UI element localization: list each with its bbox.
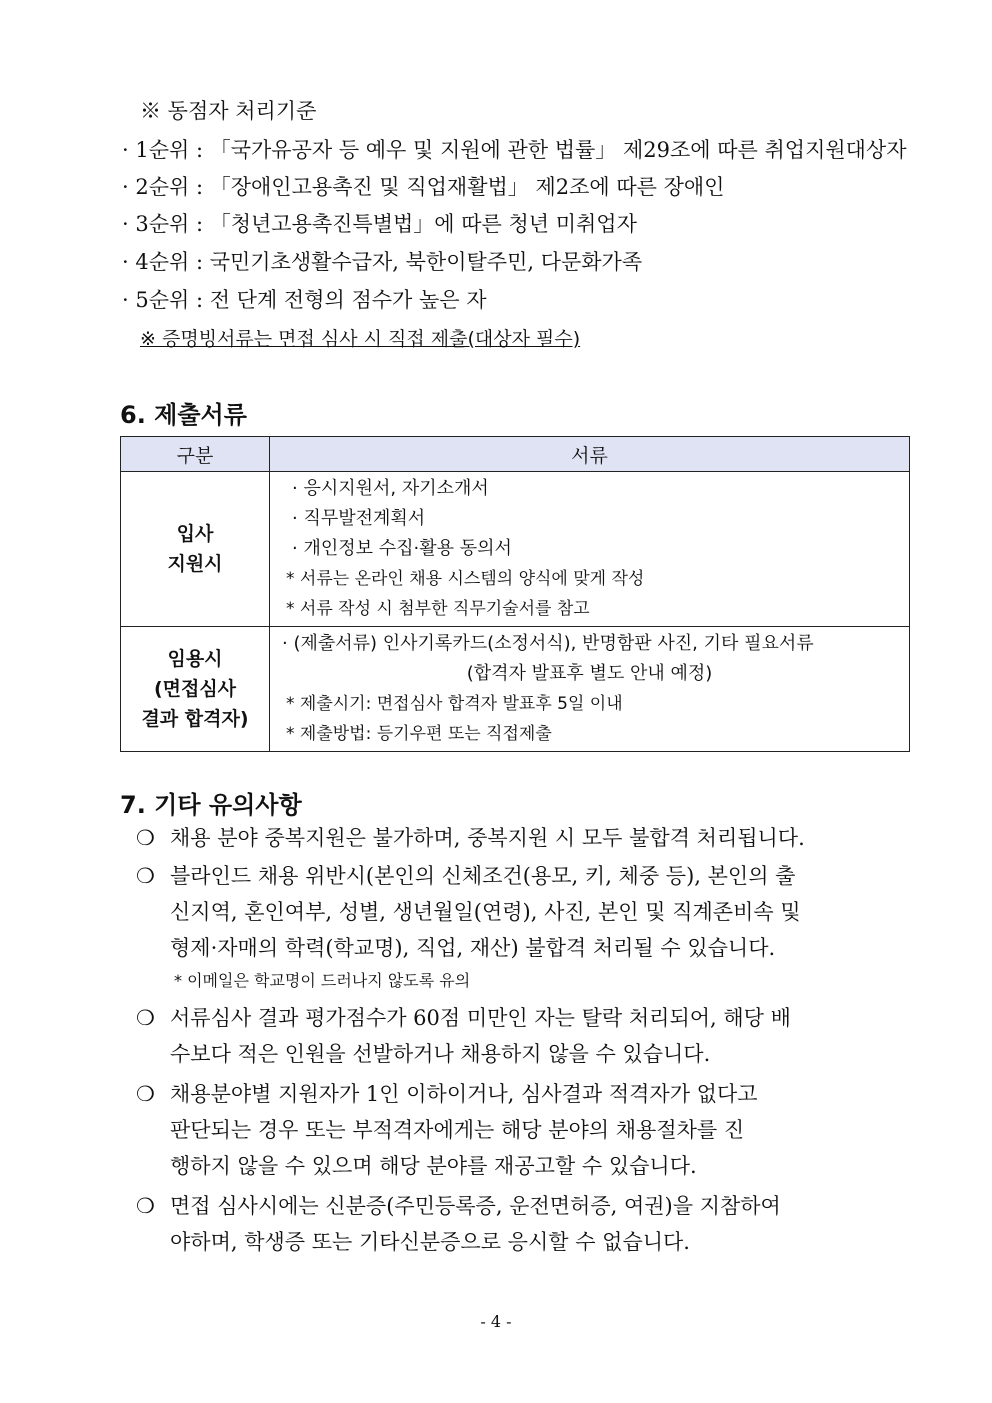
circle-bullet-icon: ❍ xyxy=(136,1006,155,1030)
notice-text: 야하며, 학생증 또는 기타신분증으로 응시할 수 없습니다. xyxy=(170,1230,690,1254)
tiebreak-item-4: · 4순위 : 국민기초생활수급자, 북한이탈주민, 다문화가족 xyxy=(122,250,643,274)
category-line: 입사 xyxy=(176,523,214,545)
list-item xyxy=(136,858,876,996)
circle-bullet-icon: ❍ xyxy=(136,864,155,888)
notice-text: 수보다 적은 인원을 선발하거나 채용하지 않을 수 있습니다. xyxy=(170,1042,711,1066)
category-line: (면접심사 xyxy=(153,678,237,700)
notice-text: 블라인드 채용 위반시(본인의 신체조건(용모, 키, 체중 등), 본인의 출 xyxy=(170,864,796,888)
list-item xyxy=(136,1076,876,1184)
doc-line: · 응시지원서, 자기소개서 xyxy=(292,478,489,499)
list-item xyxy=(136,1188,876,1260)
notice-note: * 이메일은 학교명이 드러나지 않도록 유의 xyxy=(174,971,471,990)
table-row xyxy=(121,627,910,752)
notice-text: 형제·자매의 학력(학교명), 직업, 재산) 불합격 처리될 수 있습니다. xyxy=(170,936,776,960)
table-header-row xyxy=(121,437,910,472)
notice-text: 면접 심사시에는 신분증(주민등록증, 운전면허증, 여권)을 지참하여 xyxy=(170,1194,781,1218)
row-documents-apply xyxy=(270,472,910,627)
doc-note: * 서류 작성 시 첨부한 직무기술서를 참고 xyxy=(286,599,590,619)
tiebreak-item-5: · 5순위 : 전 단계 전형의 점수가 높은 자 xyxy=(122,288,487,312)
category-line: 지원시 xyxy=(167,553,223,575)
page-number: - 4 - xyxy=(480,1312,512,1331)
doc-note: * 제출시기: 면접심사 합격자 발표후 5일 이내 xyxy=(286,694,623,714)
tiebreak-note: ※ 증명빙서류는 면접 심사 시 직접 제출(대상자 필수) xyxy=(140,328,581,350)
notice-text: 행하지 않을 수 있으며 해당 분야를 재공고할 수 있습니다. xyxy=(170,1154,697,1178)
circle-bullet-icon: ❍ xyxy=(136,1194,155,1218)
tiebreak-item-3: · 3순위 : 「청년고용촉진특별법」에 따른 청년 미취업자 xyxy=(122,212,637,236)
doc-note: * 서류는 온라인 채용 시스템의 양식에 맞게 작성 xyxy=(286,569,645,589)
row-category-appoint xyxy=(121,627,270,752)
notice-text: 판단되는 경우 또는 부적격자에게는 해당 분야의 채용절차를 진 xyxy=(170,1118,745,1142)
doc-line: (합격자 발표후 별도 안내 예정) xyxy=(466,663,713,684)
circle-bullet-icon: ❍ xyxy=(136,826,155,850)
section6-heading: 6. 제출서류 xyxy=(120,401,247,429)
doc-line: · (제출서류) 인사기록카드(소정서식), 반명함판 사진, 기타 필요서류 xyxy=(282,633,814,654)
documents-table xyxy=(120,436,910,752)
doc-line: · 개인정보 수집·활용 동의서 xyxy=(292,538,512,559)
row-documents-appoint xyxy=(270,627,910,752)
notice-text: 채용분야별 지원자가 1인 이하이거나, 심사결과 적격자가 없다고 xyxy=(170,1082,758,1106)
header-category: 구분 xyxy=(121,437,270,472)
notice-text: 신지역, 혼인여부, 성별, 생년월일(연령), 사진, 본인 및 직계존비속 및 xyxy=(170,900,801,924)
doc-line: · 직무발전계획서 xyxy=(292,508,426,529)
list-item xyxy=(136,1000,876,1072)
row-category-apply xyxy=(121,472,270,627)
doc-note: * 제출방법: 등기우편 또는 직접제출 xyxy=(286,724,552,744)
notice-text: 채용 분야 중복지원은 불가하며, 중복지원 시 모두 불합격 처리됩니다. xyxy=(170,826,805,850)
notice-list xyxy=(136,820,876,1260)
section7-heading: 7. 기타 유의사항 xyxy=(120,791,302,819)
tiebreak-title: ※ 동점자 처리기준 xyxy=(140,99,317,123)
table-row xyxy=(121,472,910,627)
category-line: 결과 합격자) xyxy=(141,708,249,730)
category-line: 임용시 xyxy=(167,648,223,670)
tiebreak-item-2: · 2순위 : 「장애인고용촉진 및 직업재활법」 제2조에 따른 장애인 xyxy=(122,175,725,199)
tiebreak-item-1: · 1순위 : 「국가유공자 등 예우 및 지원에 관한 법률」 제29조에 따른 취업지원대상자 xyxy=(122,138,907,162)
list-item xyxy=(136,820,876,856)
header-documents: 서류 xyxy=(270,437,910,472)
notice-text: 서류심사 결과 평가점수가 60점 미만인 자는 탈락 처리되어, 해당 배 xyxy=(170,1006,791,1030)
circle-bullet-icon: ❍ xyxy=(136,1082,155,1106)
